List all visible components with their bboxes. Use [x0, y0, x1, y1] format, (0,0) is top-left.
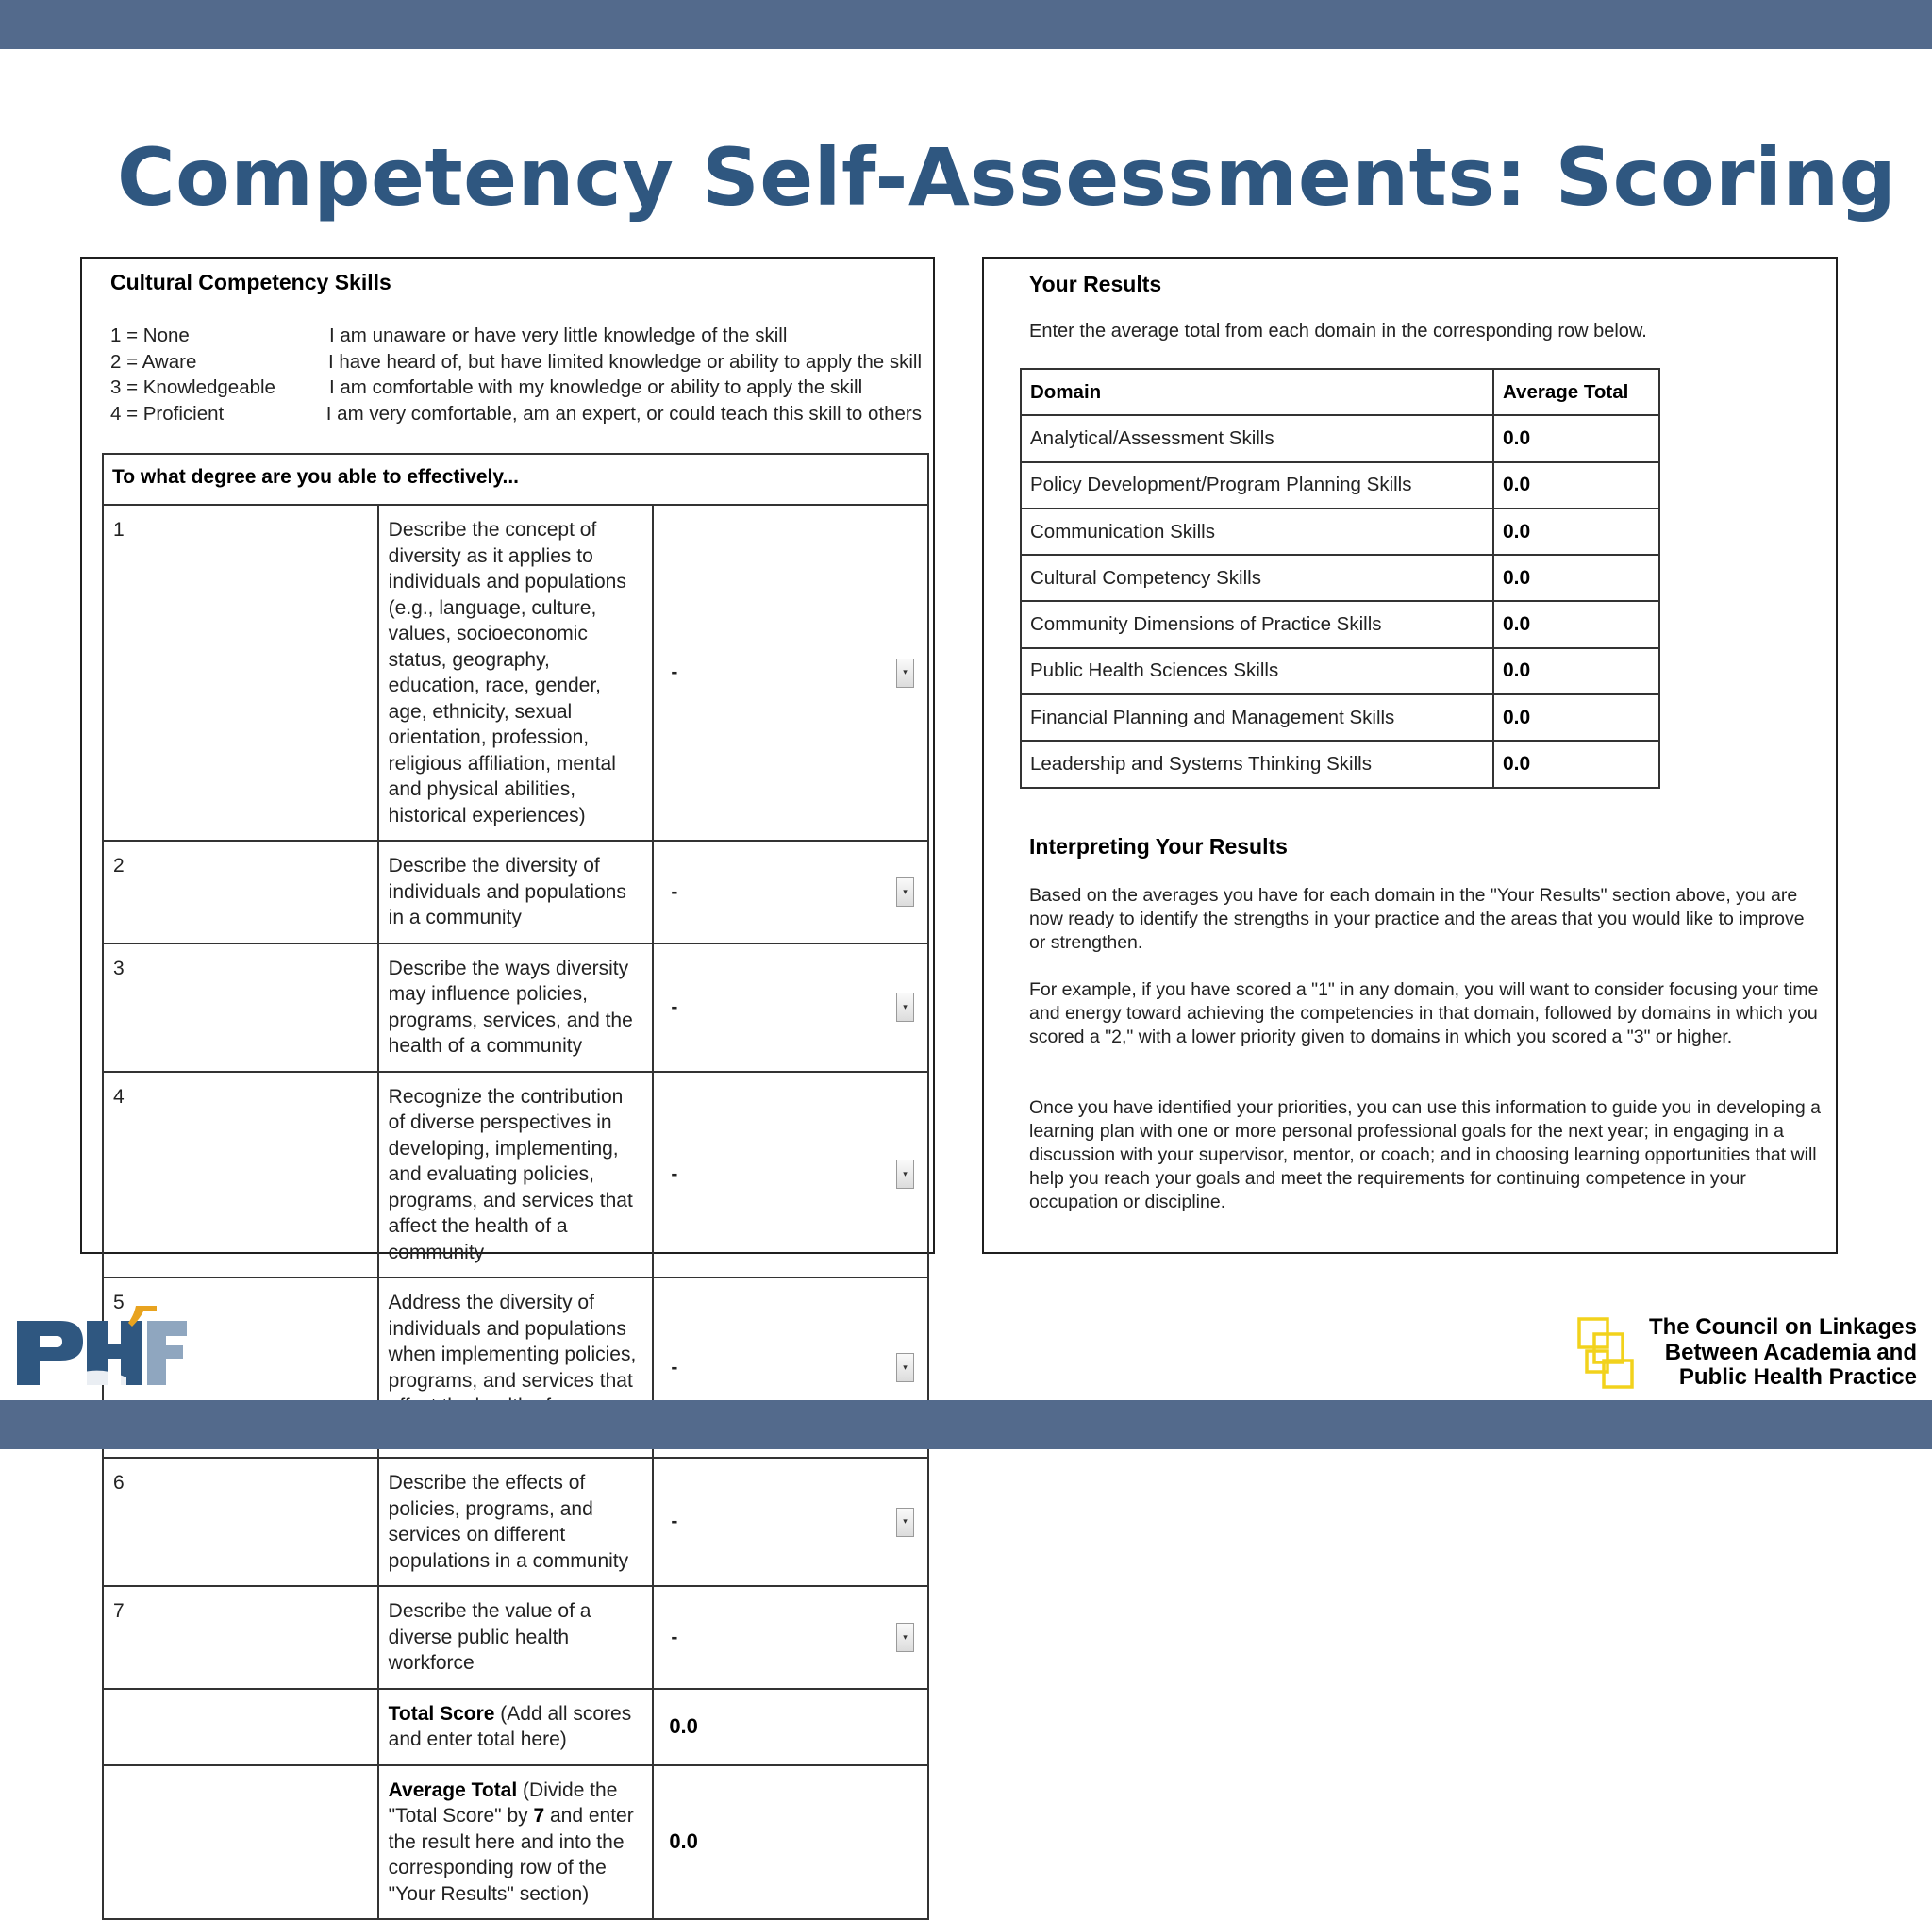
bottom-band — [0, 1400, 1932, 1449]
scale-description: I am comfortable with my knowledge or ability to apply the skill — [329, 376, 863, 398]
scale-description: I am unaware or have very little knowledge of the skill — [329, 325, 788, 346]
table-row — [1021, 555, 1659, 601]
item-text: Recognize the contribution of diverse perspectives in developing, implementing, and evaluating policies, programs, and services that affect the health of a community — [378, 1072, 654, 1278]
dropdown-value: - — [671, 1511, 678, 1533]
scale-row — [110, 401, 922, 427]
domain-title: Cultural Competency Skills — [110, 270, 391, 294]
score-dropdown[interactable] — [653, 943, 928, 1072]
table-row — [103, 943, 928, 1072]
table-row — [1021, 509, 1659, 555]
domain-name: Policy Development/Program Planning Skills — [1021, 462, 1493, 509]
scale-key: 4 = Proficient — [110, 402, 225, 425]
total-score-row — [103, 1689, 928, 1765]
item-number: 1 — [103, 505, 378, 841]
dropdown-arrow-icon[interactable]: ▾ — [896, 1508, 914, 1537]
question-header: To what degree are you able to effectively... — [103, 454, 928, 505]
domain-column-header: Domain — [1021, 369, 1493, 415]
scale-description: I have heard of, but have limited knowledge or ability to apply the skill — [327, 350, 922, 373]
total-score-value[interactable]: 0.0 — [653, 1689, 928, 1765]
assessment-table — [102, 453, 929, 1920]
scale-key: 3 = Knowledgeable — [110, 376, 275, 398]
dropdown-value: - — [671, 995, 678, 1018]
item-text: Describe the ways diversity may influence policies, programs, services, and the health of a community — [378, 943, 654, 1072]
domain-name: Public Health Sciences Skills — [1021, 648, 1493, 694]
item-text: Describe the diversity of individuals and populations in a community — [378, 841, 654, 943]
average-total-label: Average Total (Divide the "Total Score" by 7 and enter the result here and into the corresponding row of the "Your Results" section) — [378, 1765, 654, 1920]
domain-name: Financial Planning and Management Skills — [1021, 694, 1493, 741]
dropdown-value: - — [671, 1356, 678, 1378]
domain-name: Analytical/Assessment Skills — [1021, 415, 1493, 461]
results-table — [1020, 368, 1660, 789]
rating-scale — [110, 323, 922, 426]
table-row — [103, 1586, 928, 1689]
table-row — [1021, 415, 1659, 461]
table-row — [1021, 648, 1659, 694]
domain-average-value[interactable]: 0.0 — [1493, 555, 1659, 601]
scale-description: I am very comfortable, am an expert, or could teach this skill to others — [325, 402, 922, 425]
phf-logo — [15, 1302, 190, 1389]
domain-name: Community Dimensions of Practice Skills — [1021, 601, 1493, 647]
average-column-header: Average Total — [1493, 369, 1659, 415]
results-title: Your Results — [1029, 272, 1162, 296]
domain-average-value[interactable]: 0.0 — [1493, 741, 1659, 787]
item-number: 3 — [103, 943, 378, 1072]
average-total-value[interactable]: 0.0 — [653, 1765, 928, 1920]
item-number: 4 — [103, 1072, 378, 1278]
domain-average-value[interactable]: 0.0 — [1493, 415, 1659, 461]
scale-key: 1 = None — [110, 325, 190, 346]
table-row — [1021, 601, 1659, 647]
domain-average-value[interactable]: 0.0 — [1493, 694, 1659, 741]
interpreting-paragraph: Once you have identified your priorities, you can use this information to guide you in developing a learning plan with one or more personal professional goals for the next year; in engaging in a discussion with your supervisor, mentor, or coach; and in choosing learning opportunities that will help you reach your goals and meet the requirements for continuing competence in your occupation or discipline. — [1029, 1097, 1822, 1212]
item-number: 2 — [103, 841, 378, 943]
question-header-row — [103, 454, 928, 505]
interpreting-paragraph: For example, if you have scored a "1" in any domain, you will want to consider focusing your time and energy toward achieving the competencies in that domain, followed by domains in which you scored a "2," with a lower priority given to domains in which you scored a "3" or higher. — [1029, 979, 1819, 1047]
score-dropdown[interactable] — [653, 505, 928, 841]
scale-key: 2 = Aware — [110, 350, 197, 373]
domain-average-value[interactable]: 0.0 — [1493, 509, 1659, 555]
table-row — [103, 1458, 928, 1586]
dropdown-arrow-icon[interactable]: ▾ — [896, 1353, 914, 1382]
slide-title: Competency Self-Assessments: Scoring — [117, 131, 1897, 224]
dropdown-arrow-icon[interactable]: ▾ — [896, 877, 914, 907]
assessment-panel — [80, 257, 935, 1905]
scale-row — [110, 323, 922, 349]
dropdown-value: - — [671, 1626, 678, 1648]
results-header-row — [1021, 369, 1659, 415]
top-band — [0, 0, 1932, 49]
item-number: 6 — [103, 1458, 378, 1586]
council-logo-text: The Council on Linkages Between Academia and Public Health Practice — [1648, 1314, 1917, 1390]
domain-average-value[interactable]: 0.0 — [1493, 648, 1659, 694]
item-text: Address the diversity of individuals and populations when implementing policies, programs, and services that — [378, 1277, 654, 1458]
dropdown-value: - — [671, 880, 678, 903]
score-dropdown[interactable] — [653, 1072, 928, 1278]
domain-name: Communication Skills — [1021, 509, 1493, 555]
table-row — [1021, 462, 1659, 509]
results-panel — [982, 257, 1838, 1254]
domain-average-value[interactable]: 0.0 — [1493, 462, 1659, 509]
dropdown-arrow-icon[interactable]: ▾ — [896, 1160, 914, 1189]
table-row — [103, 505, 928, 841]
domain-name: Leadership and Systems Thinking Skills — [1021, 741, 1493, 787]
average-total-row — [103, 1765, 928, 1920]
item-text: Describe the value of a diverse public health workforce — [378, 1586, 654, 1689]
score-dropdown[interactable] — [653, 841, 928, 943]
dropdown-arrow-icon[interactable]: ▾ — [896, 659, 914, 688]
table-row — [103, 1072, 928, 1278]
dropdown-value: - — [671, 1163, 678, 1185]
table-row — [1021, 741, 1659, 787]
dropdown-value: - — [671, 661, 678, 684]
interpreting-paragraph: Based on the averages you have for each domain in the "Your Results" section above, you are now ready to identify the strengths in your practice and the areas that you would like to improve or strengthen. — [1029, 885, 1805, 953]
total-score-label: Total Score (Add all scores and enter total here) — [378, 1689, 654, 1765]
table-row — [1021, 694, 1659, 741]
scale-row — [110, 375, 922, 401]
item-number: 7 — [103, 1586, 378, 1689]
score-dropdown[interactable] — [653, 1586, 928, 1689]
score-dropdown[interactable] — [653, 1458, 928, 1586]
results-intro: Enter the average total from each domain in the corresponding row below. — [1029, 321, 1647, 342]
domain-name: Cultural Competency Skills — [1021, 555, 1493, 601]
dropdown-arrow-icon[interactable]: ▾ — [896, 993, 914, 1022]
domain-average-value[interactable]: 0.0 — [1493, 601, 1659, 647]
table-row — [103, 841, 928, 943]
scale-row — [110, 349, 922, 376]
item-text: Describe the concept of diversity as it applies to individuals and populations (e.g., language, culture, values, socioeconomic status, geography, education, race, gender, age, ethnicity, sexual orientation, profession, religious affiliation, mental and physical abilities, historical experiences) — [378, 505, 654, 841]
dropdown-arrow-icon[interactable]: ▾ — [896, 1623, 914, 1652]
item-text: Describe the effects of policies, programs, and services on different populations in a community — [378, 1458, 654, 1586]
item-number: 5 — [103, 1277, 378, 1458]
interpreting-title: Interpreting Your Results — [1029, 834, 1288, 859]
